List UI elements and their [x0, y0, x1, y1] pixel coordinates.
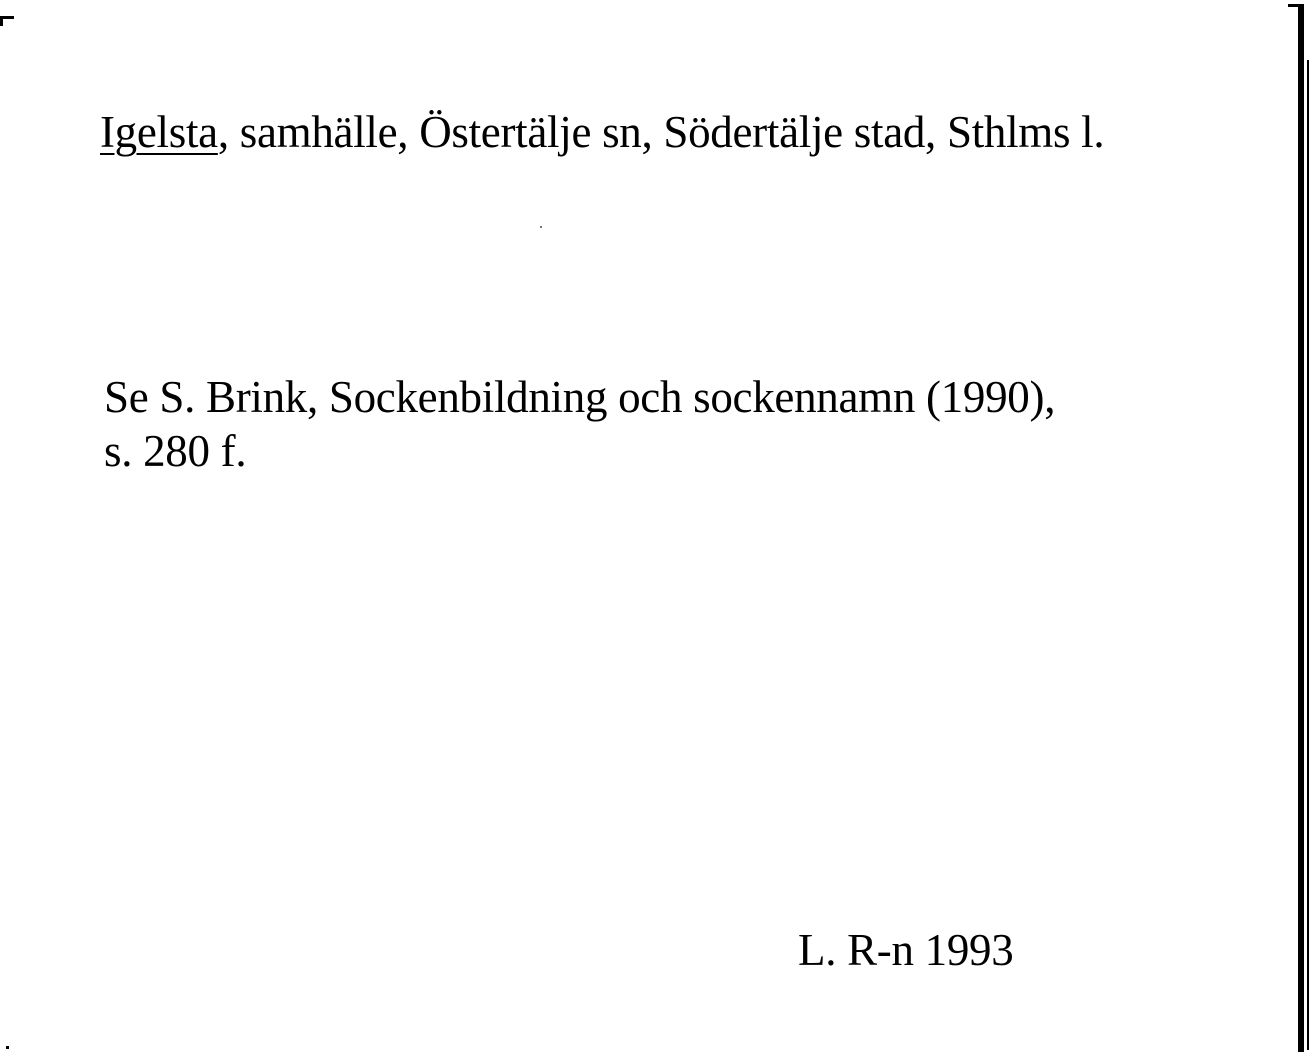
- card-right-edge: [1298, 4, 1304, 1052]
- crop-mark-bottom-left: [6, 1046, 9, 1049]
- reference-line-2: s. 280 f.: [104, 426, 247, 476]
- heading-description: , samhälle, Östertälje sn, Södertälje stad, Sthlms l.: [217, 107, 1105, 157]
- scan-speck: [540, 226, 542, 228]
- reference-note: [104, 370, 1055, 478]
- reference-line-1: Se S. Brink, Sockenbildning och sockennamn (1990),: [104, 372, 1056, 422]
- crop-mark-top-left: [0, 16, 14, 19]
- headword: Igelsta: [100, 107, 218, 157]
- card-heading: [100, 104, 1104, 160]
- card-right-edge-shadow: [1307, 60, 1309, 1050]
- author-signature: L. R-n 1993: [798, 925, 1014, 975]
